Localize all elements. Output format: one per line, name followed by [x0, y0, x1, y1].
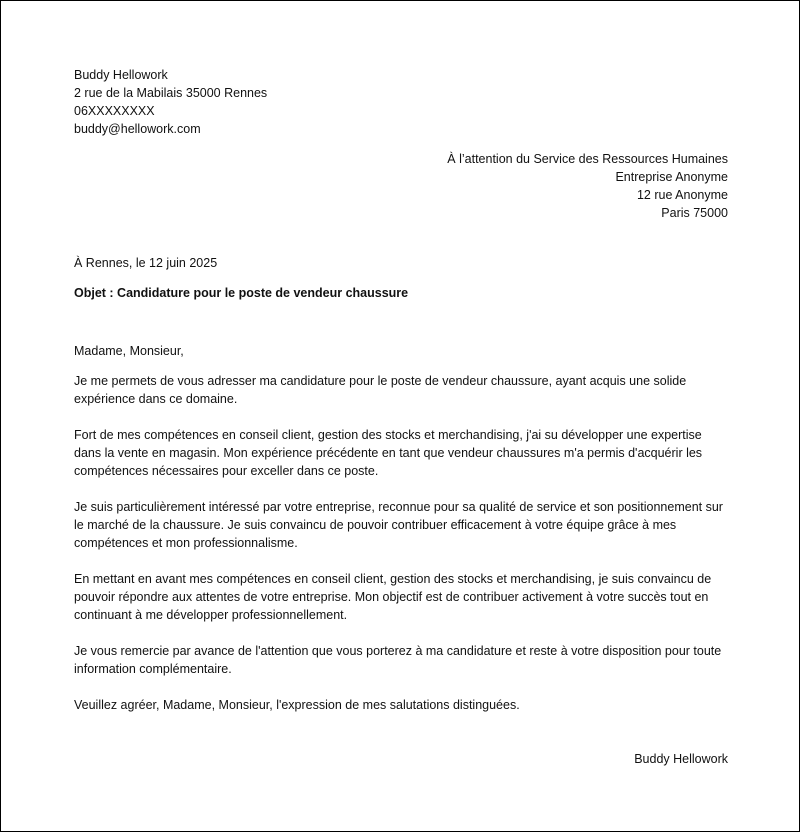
paragraph-thanks: Je vous remercie par avance de l'attention que vous porterez à ma candidature et reste à votre disposition pour toute information complémentaire.	[74, 644, 722, 676]
greeting: Madame, Monsieur,	[74, 344, 184, 358]
sender-address: 2 rue de la Mabilais 35000 Rennes	[74, 86, 268, 100]
paragraph-skills: Fort de mes compétences en conseil client, gestion des stocks et merchandising, j'ai su développer une expertise dans la vente en magasin. Mon expérience précédente en tant que vendeur chaussures m'a permis d'acquérir les compétences nécessaires pour exceller dans ce poste.	[74, 428, 703, 478]
sender-block	[74, 66, 728, 138]
sender-phone: 06XXXXXXXX	[74, 104, 155, 118]
paragraph-intro: Je me permets de vous adresser ma candidature pour le poste de vendeur chaussure, ayant acquis une solide expérience dans ce domaine.	[74, 374, 687, 406]
letter-content	[74, 66, 728, 768]
recipient-company: Entreprise Anonyme	[615, 170, 728, 184]
recipient-city: Paris 75000	[661, 206, 728, 220]
sender-email: buddy@hellowork.com	[74, 122, 201, 136]
paragraph-company-interest: Je suis particulièrement intéressé par votre entreprise, reconnue pour sa qualité de service et son positionnement sur le marché de la chaussure. Je suis convaincu de pouvoir contribuer efficacement à votre équipe grâce à mes compétences et mon professionnalisme.	[74, 500, 723, 550]
sender-name: Buddy Hellowork	[74, 68, 168, 82]
date-line: À Rennes, le 12 juin 2025	[74, 256, 218, 270]
recipient-street: 12 rue Anonyme	[636, 188, 728, 202]
closing-formula: Veuillez agréer, Madame, Monsieur, l'expression de mes salutations distinguées.	[74, 698, 520, 712]
signature: Buddy Hellowork	[634, 752, 728, 766]
recipient-block	[74, 150, 728, 222]
subject-line: Objet : Candidature pour le poste de vendeur chaussure	[74, 286, 409, 300]
recipient-attention: À l’attention du Service des Ressources Humaines	[447, 152, 728, 166]
paragraph-objective: En mettant en avant mes compétences en conseil client, gestion des stocks et merchandising, je suis convaincu de pouvoir répondre aux attentes de votre entreprise. Mon objectif est de contribuer activement à votre succès tout en continuant à me développer professionnellement.	[74, 572, 712, 622]
